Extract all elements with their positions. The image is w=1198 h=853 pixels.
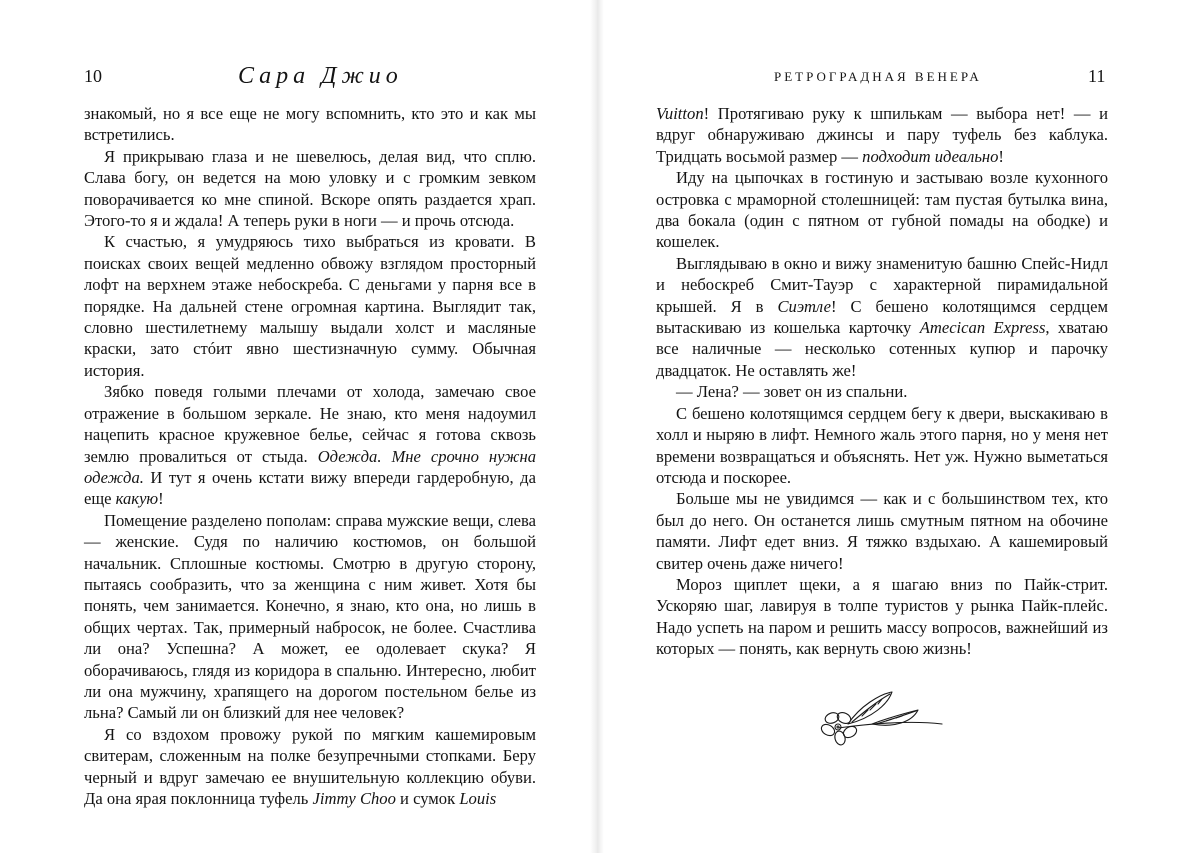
italic-text: Amecican Express [919,318,1046,338]
left-page-text [84,103,536,809]
paragraph: Мороз щиплет щеки, а я шагаю вниз по Пайк-стрит. Ускоряю шаг, лавируя в толпе туристов у рынка Пайк-плейс. Надо успеть на паром и решить массу вопросов, важнейший из которых — понять, как вернуть свою жизнь! [656,574,1108,659]
paragraph: Я со вздохом провожу рукой по мягким кашемировым свитерам, сложенным на полке безупречными стопками. Беру черный и вдруг замечаю ее внушительную коллекцию обуви. Да она ярая поклонница туфель Jimmy Choo и сумок Louis [84,724,536,808]
italic-text: подходит идеально [862,146,999,166]
paragraph: Vuitton! Протягиваю руку к шпилькам — выбора нет! — и вдруг обнаруживаю джинсы и пару туфель без каблука. Тридцать восьмой размер — подходит идеально! [656,104,1108,166]
right-page-number: 11 [1088,66,1106,86]
paragraph: Иду на цыпочках в гостиную и застываю возле кухонного островка с мраморной столешницей: там пустая бутылка вина, два бокала (один с пятном от губной помады на ободке) и кошелек. [656,168,1108,252]
italic-text: какую [115,489,159,509]
paragraph: — Лена? — зовет он из спальни. [676,382,908,402]
paragraph: К счастью, я умудряюсь тихо выбраться из кровати. В поисках своих вещей медленно обвожу взглядом просторный лофт на верхнем этаже небоскреба. С деньгами у парня все в порядке. На дальней стене огромная картина. Выглядит так, словно шестилетнему малышу выдали холст и масляные краски, зато стóит явно шестизначную сумму. Обычная история. [84,232,536,380]
book-gutter [590,0,604,853]
paragraph: Помещение разделено пополам: справа мужские вещи, слева — женские. Судя по наличию костюмов, он большой начальник. Сплошные костюмы. Смотрю в другую сторону, пытаясь сообразить, что за женщина с ним живет. Хотя бы понять, чем занимается. Конечно, я знаю, кто она, но лишь в общих чертах. Так, примерный набросок, не более. Счастлива ли она? Успешна? А может, ее одолевает скука? Я оборачиваюсь, глядя из коридора в спальню. Интересно, любит ли она мужчину, храпящего на дорогом постельном белье из льна? Самый ли он близкий для нее человек? [84,510,536,723]
italic-text: Vuitton [656,104,704,123]
right-page-text [656,103,1108,660]
paragraph: Выглядываю в окно и вижу знаменитую башню Спейс-Нидл и небоскреб Смит-Тауэр с характерной пирамидальной крышей. Я в Сиэтле! С бешено колотящимся сердцем вытаскиваю из кошелька карточку Amecican Express, хватаю все наличные — несколько сотенных купюр и парочку двадцаток. Не оставлять же! [656,253,1108,380]
paragraph: Я прикрываю глаза и не шевелюсь, делая вид, что сплю. Слава богу, он ведется на мою уловку и с громким зевком поворачивается ко мне спиной. Вскоре опять раздается храп. Этого-то я и ждала! А теперь руки в ноги — и прочь отсюда. [84,146,536,231]
italic-text: Сиэтле [777,296,831,316]
paragraph: Зябко поведя голыми плечами от холода, замечаю свое отражение в большом зеркале. Не знаю, кто меня надоумил нацепить красное кружевное белье, сейчас я готова сквозь землю провалиться от стыда. Одежда. Мне срочно нужна одежда. И тут я очень кстати вижу впереди гардеробную, да еще какую! [84,382,536,509]
left-page-number: 10 [84,66,102,86]
paragraph: Больше мы не увидимся — как и с большинством тех, кто был до него. Он останется лишь смутным пятном на обочине памяти. Лифт едет вниз. Я тяжко вздыхаю. А кашемировый свитер очень даже ничего! [656,489,1108,573]
paragraph: С бешено колотящимся сердцем бегу к двери, выскакиваю в холл и ныряю в лифт. Немного жаль этого парня, но у меня нет времени возвращаться и объяснять. Нет уж. Нужно выметаться отсюда и поскорее. [656,403,1108,487]
italic-text: Louis [459,789,497,808]
book-title-header: РЕТРОГРАДНАЯ ВЕНЕРА [774,69,982,84]
italic-text: Jimmy Choo [312,789,396,808]
author-header: Сара Джио [238,63,403,89]
italic-text: Одежда. Мне срочно нужна одежда. [84,446,536,487]
flower-branch-icon [818,688,944,752]
paragraph: знакомый, но я все еще не могу вспомнить, кто это и как мы встретились. [84,104,536,145]
